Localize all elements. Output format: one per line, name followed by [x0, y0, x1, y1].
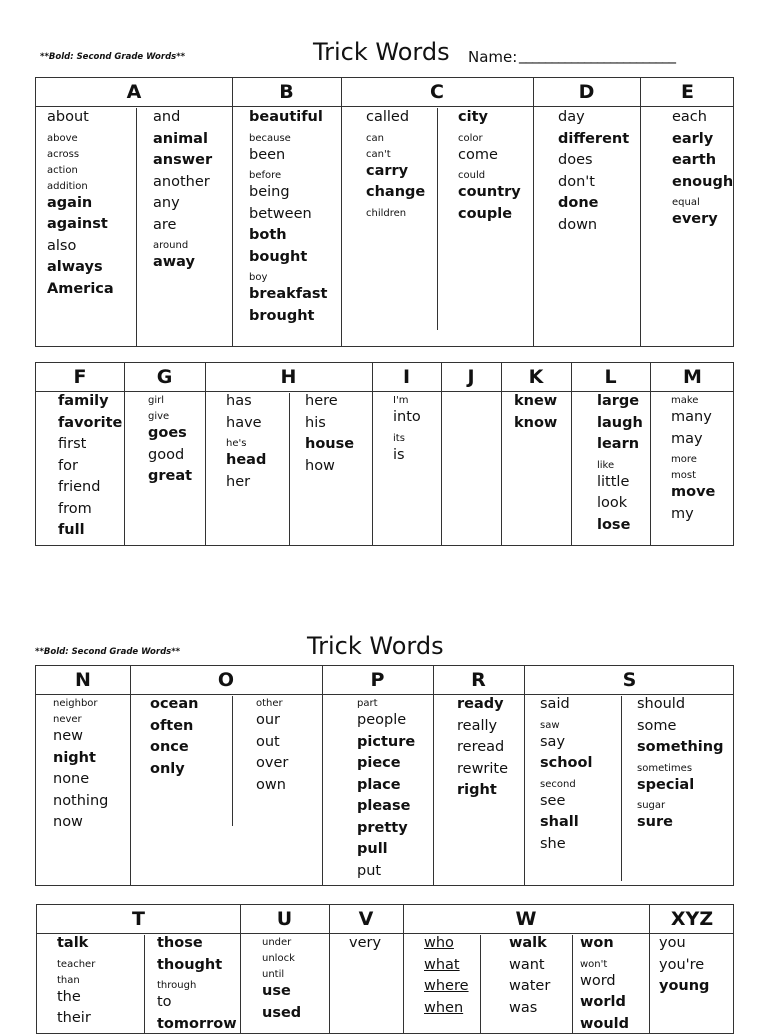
- page-title: Trick Words: [307, 632, 444, 660]
- trick-word: world: [580, 994, 626, 1010]
- trick-word: girl: [148, 395, 165, 406]
- col-divider: [524, 666, 525, 885]
- trick-word: put: [357, 862, 382, 879]
- page-title: Trick Words: [313, 38, 450, 66]
- trick-word: head: [226, 452, 267, 468]
- trick-word: neighbor: [53, 698, 98, 709]
- trick-word: here: [305, 393, 338, 409]
- trick-word: away: [153, 254, 195, 270]
- trick-word: something: [637, 739, 724, 755]
- header-letter: I: [402, 366, 411, 388]
- trick-word: may: [671, 430, 703, 447]
- sub-divider: [144, 935, 145, 1033]
- trick-word: enough: [672, 173, 734, 190]
- trick-word: know: [514, 414, 558, 431]
- trick-word: was: [509, 999, 538, 1016]
- trick-word: many: [671, 409, 712, 425]
- trick-word: would: [580, 1015, 630, 1032]
- table-f-m: [35, 362, 734, 546]
- trick-word: carry: [366, 162, 409, 179]
- trick-word: special: [637, 776, 695, 793]
- trick-word: are: [153, 216, 177, 233]
- trick-word: day: [558, 109, 585, 125]
- trick-word: done: [558, 195, 599, 211]
- trick-word: tomorrow: [157, 1015, 237, 1032]
- trick-word: like: [597, 459, 615, 471]
- trick-word: because: [249, 132, 291, 144]
- sub-divider: [136, 108, 137, 346]
- header-letter: E: [681, 81, 694, 103]
- sub-divider: [621, 696, 622, 881]
- trick-word: first: [58, 436, 87, 452]
- trick-word: where: [424, 978, 469, 994]
- trick-word: you: [659, 935, 686, 951]
- trick-word: she: [540, 835, 566, 852]
- name-field[interactable]: ________________________: [519, 46, 675, 64]
- trick-word: see: [540, 792, 566, 809]
- trick-word: sure: [637, 814, 673, 830]
- trick-word: favorite: [58, 414, 123, 431]
- trick-word: our: [256, 712, 281, 728]
- trick-word: its: [393, 432, 405, 444]
- header-divider: [36, 694, 733, 695]
- trick-word: across: [47, 148, 80, 160]
- bold-note: **Bold: Second Grade Words**: [35, 647, 181, 657]
- trick-word: color: [458, 132, 483, 144]
- trick-word: won: [580, 935, 614, 951]
- trick-word: school: [540, 755, 593, 771]
- trick-word: family: [58, 393, 109, 409]
- trick-word: say: [540, 733, 566, 750]
- trick-word: house: [305, 436, 355, 452]
- trick-word: brought: [249, 307, 315, 324]
- trick-word: water: [509, 978, 551, 994]
- trick-word: bought: [249, 248, 308, 265]
- trick-word: until: [262, 969, 285, 980]
- trick-word: before: [249, 170, 282, 181]
- header-letter: M: [683, 366, 702, 388]
- header-letter: P: [370, 669, 385, 691]
- sub-divider: [437, 108, 438, 330]
- trick-word: I'm: [393, 395, 409, 406]
- trick-word: rewrite: [457, 760, 509, 777]
- trick-word: teacher: [57, 958, 96, 970]
- trick-word: said: [540, 696, 570, 712]
- trick-word: addition: [47, 180, 88, 192]
- trick-word: always: [47, 259, 103, 275]
- trick-word: ready: [457, 696, 504, 712]
- header-letter: R: [471, 669, 486, 691]
- trick-word: can: [366, 132, 384, 144]
- trick-word: city: [458, 109, 488, 125]
- trick-word: come: [458, 146, 498, 163]
- col-divider: [433, 666, 434, 885]
- trick-word: should: [637, 696, 686, 712]
- trick-word: never: [53, 714, 82, 725]
- sub-divider: [232, 696, 233, 826]
- trick-word: part: [357, 698, 378, 709]
- trick-word: look: [597, 495, 628, 511]
- trick-word: than: [57, 974, 80, 986]
- trick-word: right: [457, 782, 497, 798]
- header-letter: G: [156, 366, 173, 388]
- trick-word: under: [262, 937, 292, 948]
- sub-divider: [480, 935, 481, 1033]
- header-letter: W: [515, 908, 537, 930]
- trick-word: when: [424, 999, 464, 1016]
- header-letter: N: [75, 669, 91, 691]
- trick-word: pull: [357, 841, 388, 857]
- trick-word: country: [458, 184, 521, 200]
- trick-word: breakfast: [249, 286, 328, 302]
- trick-word: again: [47, 194, 93, 211]
- trick-word: young: [659, 978, 710, 994]
- trick-word: out: [256, 733, 280, 750]
- header-letter: J: [467, 366, 475, 388]
- trick-word: want: [509, 956, 545, 973]
- trick-word: unlock: [262, 953, 295, 964]
- trick-word: give: [148, 411, 170, 422]
- trick-word: beautiful: [249, 109, 323, 125]
- trick-word: his: [305, 414, 326, 431]
- trick-word: their: [57, 1010, 91, 1026]
- trick-word: action: [47, 164, 78, 176]
- trick-word: against: [47, 216, 108, 232]
- trick-word: use: [262, 983, 291, 999]
- trick-word: been: [249, 146, 286, 163]
- trick-word: reread: [457, 739, 505, 755]
- trick-word: her: [226, 473, 251, 490]
- trick-word: different: [558, 130, 630, 147]
- trick-word: have: [226, 414, 262, 431]
- col-divider: [232, 78, 233, 346]
- header-divider: [36, 391, 733, 392]
- trick-word: animal: [153, 130, 208, 147]
- trick-word: another: [153, 173, 210, 190]
- table-n-s: [35, 665, 734, 886]
- trick-word: America: [47, 280, 114, 297]
- trick-word: through: [157, 980, 197, 991]
- trick-word: won't: [580, 958, 608, 970]
- trick-word: earth: [672, 152, 717, 168]
- trick-word: change: [366, 184, 426, 200]
- header-letter: D: [578, 81, 595, 103]
- header-letter: A: [126, 81, 142, 103]
- trick-word: between: [249, 205, 312, 222]
- header-letter: XYZ: [670, 908, 714, 930]
- trick-word: goes: [148, 425, 187, 441]
- trick-word: for: [58, 457, 78, 474]
- header-divider: [36, 106, 733, 107]
- trick-word: being: [249, 184, 290, 200]
- trick-word: about: [47, 109, 89, 125]
- header-letter: F: [73, 366, 87, 388]
- trick-word: really: [457, 717, 498, 734]
- header-letter: O: [217, 669, 235, 691]
- trick-word: saw: [540, 719, 560, 731]
- trick-word: down: [558, 216, 598, 233]
- name-label: Name:: [468, 48, 518, 66]
- trick-word: from: [58, 500, 92, 517]
- trick-word: my: [671, 505, 694, 522]
- col-divider: [533, 78, 534, 346]
- trick-word: please: [357, 798, 411, 814]
- trick-word: night: [53, 749, 96, 766]
- trick-word: also: [47, 237, 77, 254]
- trick-word: who: [424, 935, 454, 951]
- header-letter: T: [132, 908, 145, 930]
- trick-word: the: [57, 988, 81, 1005]
- trick-word: above: [47, 132, 78, 144]
- trick-word: place: [357, 776, 401, 793]
- trick-word: piece: [357, 755, 401, 771]
- trick-word: now: [53, 814, 83, 830]
- trick-word: other: [256, 698, 283, 709]
- trick-word: thought: [157, 956, 223, 973]
- trick-word: only: [150, 760, 185, 777]
- trick-word: how: [305, 457, 335, 474]
- trick-word: people: [357, 712, 407, 728]
- trick-word: little: [597, 473, 630, 490]
- trick-word: full: [58, 522, 85, 538]
- trick-word: sugar: [637, 800, 666, 811]
- trick-word: can't: [366, 148, 391, 160]
- header-letter: C: [430, 81, 444, 103]
- trick-word: none: [53, 771, 90, 787]
- trick-word: great: [148, 468, 193, 484]
- sub-divider: [289, 393, 290, 545]
- header-letter: U: [276, 908, 293, 930]
- trick-word: equal: [672, 197, 700, 208]
- table-a-e: [35, 77, 734, 347]
- trick-word: called: [366, 109, 410, 125]
- trick-word: sometimes: [637, 762, 693, 774]
- sub-divider: [572, 935, 573, 1033]
- trick-word: laugh: [597, 414, 643, 431]
- trick-word: learn: [597, 436, 640, 452]
- trick-word: every: [672, 211, 718, 227]
- trick-word: could: [458, 170, 486, 181]
- trick-word: over: [256, 755, 289, 771]
- col-divider: [640, 78, 641, 346]
- trick-word: most: [671, 470, 696, 481]
- trick-word: second: [540, 778, 576, 790]
- trick-word: into: [393, 409, 421, 425]
- col-divider: [322, 666, 323, 885]
- trick-word: talk: [57, 935, 89, 951]
- trick-word: answer: [153, 152, 213, 168]
- trick-word: what: [424, 956, 460, 973]
- trick-word: couple: [458, 205, 513, 222]
- col-divider: [130, 666, 131, 885]
- trick-word: move: [671, 484, 716, 500]
- trick-word: friend: [58, 479, 101, 495]
- trick-word: nothing: [53, 792, 109, 809]
- trick-word: more: [671, 454, 697, 465]
- table-t-z: [36, 904, 734, 1034]
- trick-word: word: [580, 972, 616, 989]
- trick-word: some: [637, 717, 677, 734]
- trick-word: ocean: [150, 696, 199, 712]
- header-letter: V: [358, 908, 374, 930]
- trick-word: does: [558, 152, 593, 168]
- col-divider: [341, 78, 342, 346]
- trick-word: picture: [357, 733, 416, 750]
- trick-word: once: [150, 739, 189, 755]
- trick-word: very: [349, 935, 382, 951]
- header-letter: S: [622, 669, 637, 691]
- trick-word: own: [256, 776, 286, 793]
- trick-word: don't: [558, 173, 595, 190]
- trick-word: early: [672, 130, 714, 147]
- trick-word: and: [153, 109, 181, 125]
- trick-word: he's: [226, 438, 247, 449]
- trick-word: is: [393, 446, 405, 463]
- trick-word: make: [671, 395, 699, 406]
- trick-word: good: [148, 446, 185, 463]
- header-letter: B: [279, 81, 294, 103]
- bold-note: **Bold: Second Grade Words**: [40, 52, 186, 62]
- trick-word: both: [249, 227, 287, 243]
- trick-word: any: [153, 195, 180, 211]
- trick-word: large: [597, 393, 640, 409]
- trick-word: around: [153, 240, 189, 251]
- header-letter: H: [280, 366, 297, 388]
- header-letter: L: [604, 366, 617, 388]
- trick-word: shall: [540, 814, 579, 830]
- header-divider: [37, 933, 733, 934]
- trick-word: children: [366, 207, 407, 219]
- trick-word: boy: [249, 272, 268, 283]
- trick-word: you're: [659, 956, 705, 973]
- trick-word: walk: [509, 935, 547, 951]
- trick-word: used: [262, 1004, 302, 1021]
- trick-word: lose: [597, 516, 631, 533]
- header-letter: K: [528, 366, 544, 388]
- trick-word: to: [157, 994, 172, 1010]
- trick-word: often: [150, 717, 194, 734]
- trick-word: has: [226, 393, 252, 409]
- trick-word: those: [157, 935, 203, 951]
- trick-word: each: [672, 109, 707, 125]
- trick-word: new: [53, 728, 83, 744]
- trick-word: pretty: [357, 819, 408, 836]
- trick-word: knew: [514, 393, 558, 409]
